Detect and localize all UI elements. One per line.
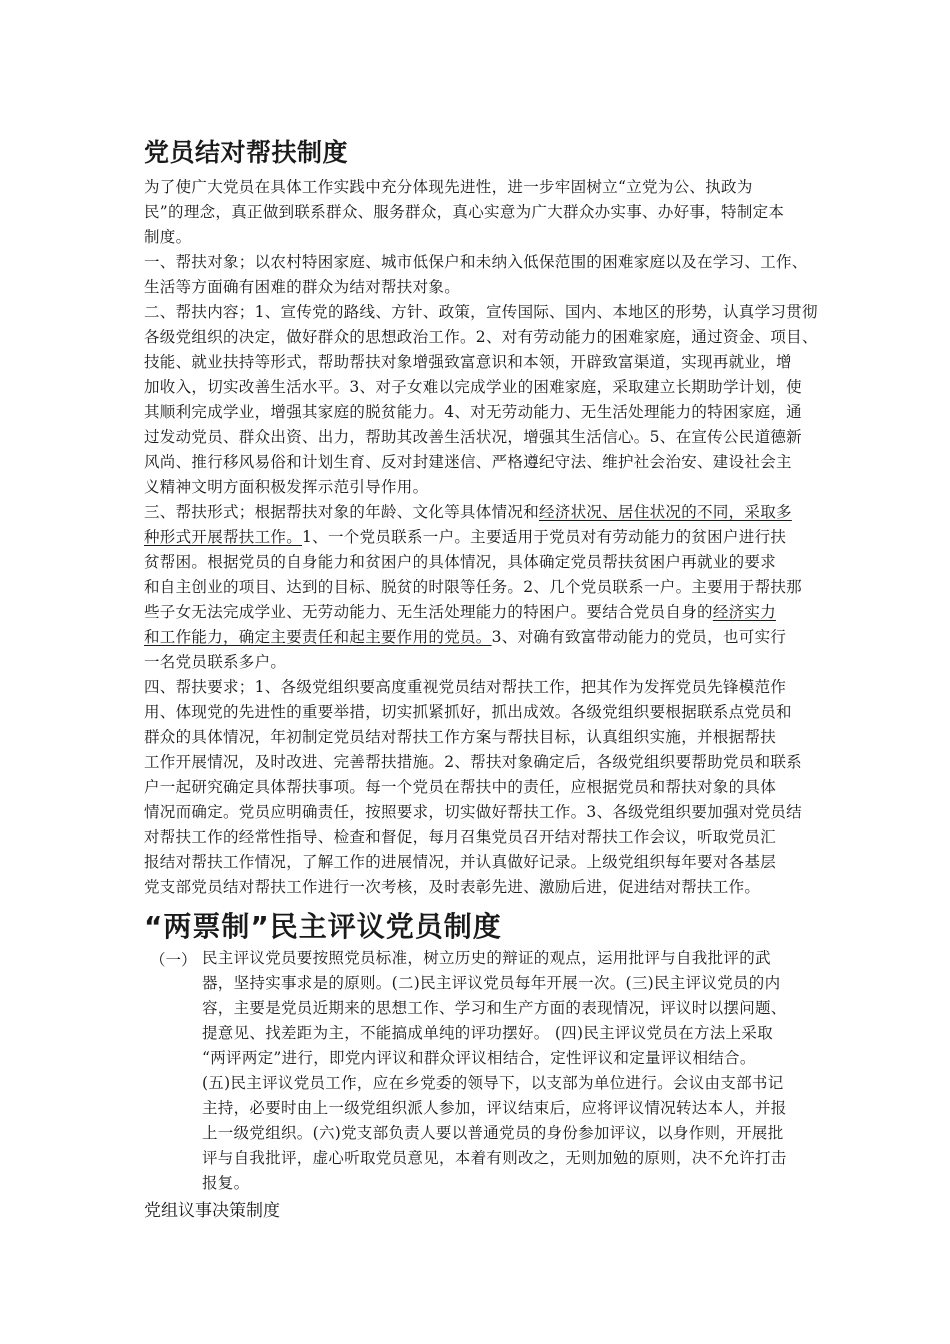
sec1-line: 生活等方面确有困难的群众为结对帮扶对象。 <box>144 278 461 296</box>
sec4-line: 情况而确定。党员应明确责任，按照要求，切实做好帮扶工作。3、各级党组织要加强对党员结 <box>144 803 802 821</box>
list-body-line: 容，主要是党员近期来的思想工作、学习和生产方面的表现情况，评议时以摆问题、 <box>202 999 787 1017</box>
sec3-underlined-text: 种形式开展帮扶工作。 <box>144 528 303 546</box>
sec4-line: 对帮扶工作的经常性指导、检查和督促，每月召集党员召开结对帮扶工作会议，听取党员汇 <box>144 828 777 846</box>
sec4-line: 工作开展情况，及时改进、完善帮扶措施。2、帮扶对象确定后，各级党组织要帮助党员和联系 <box>144 753 802 771</box>
sec2-line: 风尚、推行移风易俗和计划生育、反对封建迷信、严格遵纪守法、维护社会治安、建设社会主 <box>144 453 792 471</box>
intro-line: 为了使广大党员在具体工作实践中充分体现先进性，进一步牢固树立“立党为公、执政为 <box>144 178 753 196</box>
list-body-line: 主持，必要时由上一级党组织派人参加，评议结束后，应将评议情况转达本人，并报 <box>202 1099 787 1117</box>
sec2-line: 加收入，切实改善生活水平。3、对子女难以完成学业的困难家庭，采取建立长期助学计划，使 <box>144 378 802 396</box>
sec2-line: 技能、就业扶持等形式，帮助帮扶对象增强致富意识和本领，开辟致富渠道，实现再就业，增 <box>144 353 792 371</box>
sec3-line <box>144 602 776 622</box>
sec3-text: 1、一个党员联系一户。主要适用于党员对有劳动能力的贫困户进行扶 <box>302 528 787 546</box>
list-body-line: (五)民主评议党员工作，应在乡党委的领导下，以支部为单位进行。会议由支部书记 <box>202 1074 784 1092</box>
sec4-line: 户一起研究确定具体帮扶事项。每一个党员在帮扶中的责任，应根据党员和帮扶对象的具体 <box>144 778 777 796</box>
sec4-line: 群众的具体情况，年初制定党员结对帮扶工作方案与帮扶目标，认真组织实施，并根据帮扶 <box>144 728 777 746</box>
sec3-underlined-text: 经济状况、居住状况的不同，采取多 <box>539 503 792 521</box>
list-body-line: 上一级党组织。(六)党支部负责人要以普通党员的身份参加评议，以身作则，开展批 <box>202 1124 784 1142</box>
list-body-line: 报复。 <box>202 1174 250 1192</box>
sec3-line <box>144 502 792 522</box>
sec2-line: 过发动党员、群众出资、出力，帮助其改善生活状况，增强其生活信心。5、在宣传公民道德新 <box>144 428 802 446</box>
section-title-pairing-assistance: 党员结对帮扶制度 <box>144 138 349 167</box>
list-body-line: 民主评议党员要按照党员标准，树立历史的辩证的观点，运用批评与自我批评的武 <box>202 949 771 967</box>
sec3-line <box>144 527 786 547</box>
sec4-line: 党支部党员结对帮扶工作进行一次考核，及时表彰先进、激励后进，促进结对帮扶工作。 <box>144 878 761 896</box>
sec4-line: 用、体现党的先进性的重要举措，切实抓紧抓好，抓出成效。各级党组织要根据联系点党员和 <box>144 703 792 721</box>
sec3-line <box>144 627 786 647</box>
sec3-line: 贫帮困。根据党员的自身能力和贫困户的具体情况，具体确定党员帮扶贫困户再就业的要求 <box>144 553 777 571</box>
sec3-line: 一名党员联系多户。 <box>144 653 287 671</box>
list-body-line: 评与自我批评，虚心听取党员意见，本着有则改之，无则加勉的原则，决不允许打击 <box>202 1149 787 1167</box>
sec3-text: 些子女无法完成学业、无劳动能力、无生活处理能力的特困户。要结合党员自身的 <box>144 603 713 621</box>
list-marker: （一） <box>150 951 197 969</box>
sec2-line: 其顺利完成学业，增强其家庭的脱贫能力。4、对无劳动能力、无生活处理能力的特困家庭，通 <box>144 403 802 421</box>
section-title-two-ticket-review: “两票制”民主评议党员制度 <box>144 910 502 943</box>
list-body-line: “两评两定”进行，即党内评议和群众评议相结合，定性评议和定量评议相结合。 <box>202 1049 756 1067</box>
section-title-party-decision: 党组议事决策制度 <box>144 1201 280 1221</box>
sec2-line: 各级党组织的决定，做好群众的思想政治工作。2、对有劳动能力的困难家庭，通过资金、项目、 <box>144 328 818 346</box>
sec1-line: 一、帮扶对象；以农村特困家庭、城市低保户和未纳入低保范围的困难家庭以及在学习、工作、 <box>144 253 808 271</box>
intro-line: 民”的理念，真正做到联系群众、服务群众，真心实意为广大群众办实事、办好事，特制定本 <box>144 203 785 221</box>
list-body-line: 器，坚持实事求是的原则。(二)民主评议党员每年开展一次。(三)民主评议党员的内 <box>202 974 781 992</box>
intro-line: 制度。 <box>144 228 192 246</box>
sec3-text: 三、帮扶形式；根据帮扶对象的年龄、文化等具体情况和 <box>144 503 540 521</box>
sec3-underlined-text: 经济实力 <box>712 603 777 621</box>
sec4-line: 四、帮扶要求；1、各级党组织要高度重视党员结对帮扶工作，把其作为发挥党员先锋模范作 <box>144 678 787 696</box>
list-body-line: 提意见、找差距为主，不能搞成单纯的评功摆好。 (四)民主评议党员在方法上采取 <box>202 1024 773 1042</box>
sec2-line: 二、帮扶内容；1、宣传党的路线、方针、政策，宣传国际、国内、本地区的形势，认真学习贯彻 <box>144 303 818 321</box>
sec4-line: 报结对帮扶工作情况，了解工作的进展情况，并认真做好记录。上级党组织每年要对各基层 <box>144 853 777 871</box>
sec3-line: 和自主创业的项目、达到的目标、脱贫的时限等任务。2、几个党员联系一户。主要用于帮扶那 <box>144 578 802 596</box>
sec3-underlined-text: 和工作能力，确定主要责任和起主要作用的党员。 <box>144 628 492 646</box>
sec3-text: 3、对确有致富带动能力的党员，也可实行 <box>491 628 787 646</box>
sec2-line: 义精神文明方面积极发挥示范引导作用。 <box>144 478 429 496</box>
